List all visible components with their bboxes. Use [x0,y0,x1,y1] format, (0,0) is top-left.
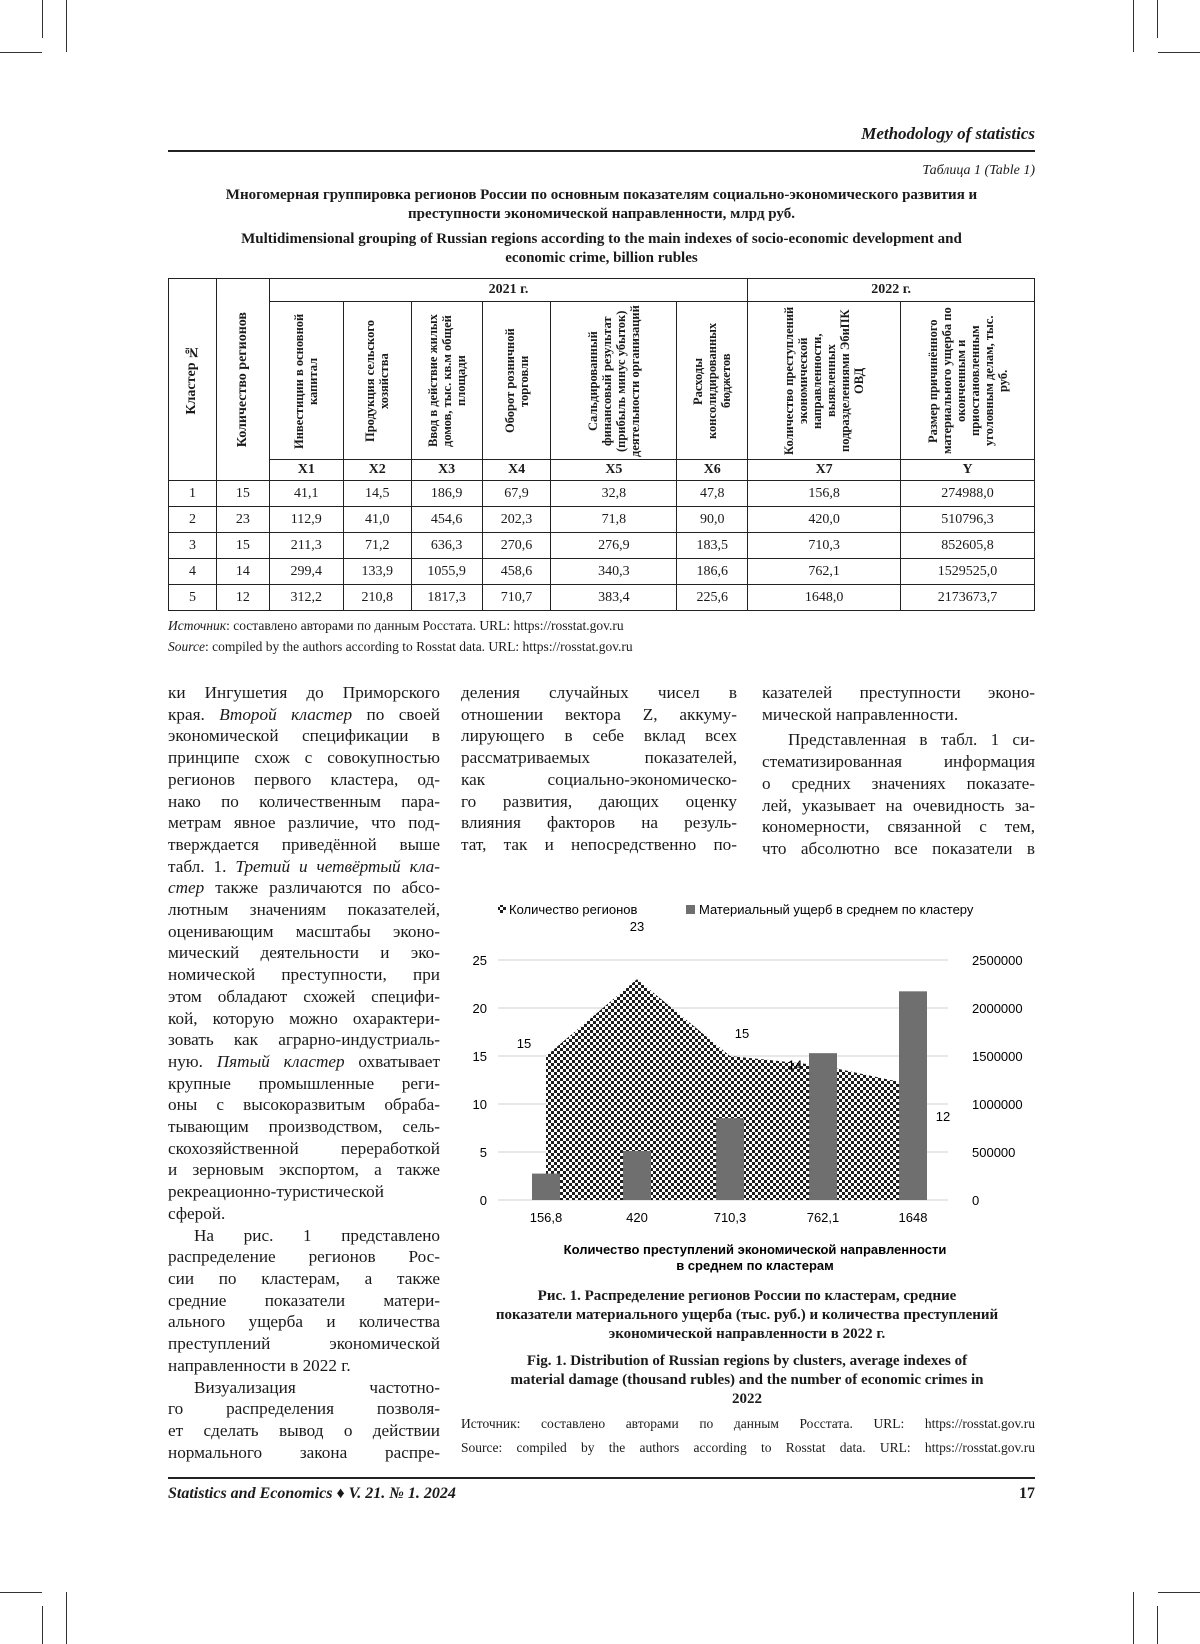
text-column-1 [168,682,440,1463]
table-cell: 14,5 [343,481,411,507]
text-line: тат, так и непосредственно по- [461,834,737,854]
x-axis-title: в среднем по кластерам [676,1258,834,1273]
text-line: Визуализация частотно- [194,1377,440,1397]
table-cell: 710,3 [748,533,901,559]
text-line: что абсолютно все показатели в [762,838,1035,858]
text-line: казателей преступности эконо- [762,683,1035,702]
header-indicator: Количество преступлений экономической направленности, выявленных подразделениями ЭбиПК ОВД [748,302,901,460]
text-line: сферой. [168,1203,226,1223]
table-cell: 2173673,7 [901,585,1035,611]
table-cell: 41,0 [343,507,411,533]
header-rule [168,150,1035,152]
crop-mark [0,1592,42,1593]
header-indicator: Расходы консолидированных бюджетов [677,302,748,460]
text-line: метрам явное различие, что под- [168,813,440,833]
table-source-ru: Источник: составлено авторами по данным Росстата. URL: https://rosstat.gov.ru [168,618,624,633]
table-row [169,533,1035,559]
text-line: кономерности, связанной с тем, [762,817,1035,837]
table-cell: 270,6 [482,533,551,559]
text-line: На рис. 1 представлено [194,1225,440,1245]
title-line: Multidimensional grouping of Russian regions according to the main indexes of socio-economic development and [241,231,962,247]
table-number: Таблица 1 (Table 1) [922,163,1035,178]
table-cell: 458,6 [482,559,551,585]
area-data-label: 15 [734,1026,750,1041]
y-tick-left: 20 [472,1001,487,1016]
table-cell: 1529525,0 [901,559,1035,585]
table-cell: 1817,3 [411,585,482,611]
text-line: го распределения позволя- [168,1399,440,1419]
table-cell: 1055,9 [411,559,482,585]
table-title-ru [168,186,1035,224]
text-line: лютным значениям показателей, [168,900,440,920]
table-cell: 420,0 [748,507,901,533]
table-cell: 312,2 [269,585,343,611]
table-cell: 12 [216,585,269,611]
legend-label-bar: Материальный ущерб в среднем по кластеру [699,902,974,917]
header-year-2022: 2022 г. [748,279,1035,302]
table-cell: 67,9 [482,481,551,507]
text-line: преступлений экономической [168,1334,440,1354]
table-cell: 636,3 [411,533,482,559]
page-number: 17 [1019,1485,1035,1502]
text-line: ет сделать вывод о действии [168,1420,440,1440]
header-code: X3 [411,460,482,481]
figure-caption-ru: Рис. 1. Распределение регионов России по кластерам, средние показатели материального ущерба (тыс. руб.) и количества преступлений экономической направленности в 2022 г. [495,1288,999,1342]
x-tick-label: 1648 [898,1210,928,1225]
text-line: ки Ингушетия до Приморского [168,683,440,702]
text-line: табл. 1. Третий и четвёртый кла- [168,856,441,876]
text-line: скохозяйственной переработкой [168,1138,440,1158]
x-axis-title: Количество преступлений экономической направленности [563,1242,947,1257]
table-cell: 15 [216,481,269,507]
header-indicator: Сальдированный финансовый результат (прибыль минус убыток) деятельности организаций [551,302,677,460]
text-line: ную. Пятый кластер охватывает [168,1051,440,1071]
text-line: крупные промышленные реги- [168,1073,440,1093]
table-source-en: Source: compiled by the authors according to Rosstat data. URL: https://rosstat.gov.ru [168,639,633,654]
text-line: отношении вектора Z, аккуму- [461,704,737,724]
y-tick-left: 25 [472,953,487,968]
table-cell: 90,0 [677,507,748,533]
x-tick-label: 420 [626,1210,648,1225]
header-code: X1 [269,460,343,481]
text-line: рекреационно-туристической [168,1182,384,1202]
text-line: мический деятельности и эко- [168,943,440,963]
text-line: лей, указывает на очевидность за- [762,795,1035,815]
table-cell: 15 [216,533,269,559]
bar-material-damage [623,1151,651,1200]
table-cell: 510796,3 [901,507,1035,533]
table-cell: 47,8 [677,481,748,507]
text-column-2 [461,682,737,856]
table-cell: 23 [216,507,269,533]
table-cell: 133,9 [343,559,411,585]
text-line: номической преступности, при [168,965,440,985]
text-line: регионов первого кластера, од- [168,769,440,789]
table-cell: 210,8 [343,585,411,611]
table-cell: 710,7 [482,585,551,611]
text-line: ального ущерба и количества [168,1312,440,1332]
y-tick-right: 2000000 [972,1001,1023,1016]
text-line: мической направленности. [762,704,959,724]
header-indicator: Продукция сельского хозяйства [343,302,411,460]
text-line: зовать как аграрно-индустриаль- [168,1030,440,1050]
table-cell: 274988,0 [901,481,1035,507]
table-cell: 762,1 [748,559,901,585]
header-indicator: Ввод в действие жилых домов, тыс. кв.м общей площади [411,302,482,460]
header-code: X4 [482,460,551,481]
table-cell: 1648,0 [748,585,901,611]
table-cell: 1 [169,481,217,507]
text-column-3 [762,682,1035,860]
running-title: Methodology of statistics [861,124,1035,143]
crop-mark [1133,0,1134,52]
figure-caption-en: Fig. 1. Distribution of Russian regions by clusters, average indexes of material damage (thousand rubles) and the number of economic crimes in 2022 [510,1353,984,1407]
table-cell: 2 [169,507,217,533]
crop-mark [1133,1592,1134,1644]
crop-mark [1157,1606,1158,1644]
text-line: нако по количественным пара- [168,791,440,811]
table-title-en [168,230,1035,268]
text-line: рассматриваемых показателей, [461,748,737,768]
x-tick-label: 762,1 [806,1210,840,1225]
table-cell: 32,8 [551,481,677,507]
text-line: Представленная в табл. 1 си- [788,730,1035,750]
crop-mark [1158,52,1200,53]
table-cell: 71,2 [343,533,411,559]
text-line: о средних значениях показате- [762,773,1035,793]
header-code: X2 [343,460,411,481]
text-line: направленности в 2022 г. [168,1355,351,1375]
area-data-label: 12 [935,1108,951,1124]
legend-label-area: Количество регионов [509,902,638,917]
header-code: X7 [748,460,901,481]
crop-mark [42,1606,43,1644]
text-line: стематизированная информация [762,752,1035,772]
text-line: тверждается приведённой выше [168,834,440,854]
table-cell: 156,8 [748,481,901,507]
table-row [169,559,1035,585]
header-region-count: Количество регионов [216,279,269,481]
table-cell: 276,9 [551,533,677,559]
crop-mark [66,1592,67,1644]
table-cell: 211,3 [269,533,343,559]
text-line: как социально-экономическо- [461,769,737,789]
table-row [169,481,1035,507]
table-cell: 3 [169,533,217,559]
text-line: тывающим производством, сель- [168,1117,440,1137]
header-indicator: Оборот розничной торговли [482,302,551,460]
table-cell: 14 [216,559,269,585]
legend-swatch-bar [686,905,695,914]
text-line: оны с высокоразвитым обраба- [168,1095,440,1115]
table-cell: 41,1 [269,481,343,507]
table-cell: 340,3 [551,559,677,585]
y-tick-right: 2500000 [972,953,1023,968]
footer-rule [168,1477,1035,1479]
footer-journal: Statistics and Economics ♦ V. 21. № 1. 2024 [168,1485,456,1502]
area-data-label: 14 [787,1057,803,1073]
title-line: преступности экономической направленности, млрд руб. [408,206,795,222]
title-line: Многомерная группировка регионов России по основным показателям социально-экономического развития и [225,187,978,203]
text-line: принципе схож с совокупностью [168,748,440,768]
text-line: экономической спецификации в [168,726,440,746]
area-data-label: 23 [629,919,645,935]
text-line: го развития, дающих оценку [461,791,737,811]
x-tick-label: 156,8 [529,1210,563,1225]
table-cell: 454,6 [411,507,482,533]
y-tick-left: 0 [479,1193,487,1208]
figure-source-en: Source: compiled by the authors according to Rosstat data. URL: https://rosstat.gov.ru [461,1440,1035,1455]
header-year-2021: 2021 г. [269,279,747,302]
crop-mark [0,52,42,53]
table-cell: 71,8 [551,507,677,533]
text-line: деления случайных чисел в [461,683,737,702]
x-tick-label: 710,3 [713,1210,747,1225]
table-cell: 183,5 [677,533,748,559]
bar-material-damage [809,1053,837,1200]
table-cell: 852605,8 [901,533,1035,559]
y-tick-left: 15 [472,1049,487,1064]
y-tick-left: 10 [472,1097,487,1112]
header-code: X5 [551,460,677,481]
crop-mark [1157,0,1158,38]
table-cell: 5 [169,585,217,611]
table-cell: 4 [169,559,217,585]
text-line: края. Второй кластер по своей [168,704,440,724]
header-indicator: Инвестиции в основной капитал [269,302,343,460]
table-cell: 225,6 [677,585,748,611]
y-tick-right: 0 [972,1193,980,1208]
text-line: влияния факторов на резуль- [461,813,737,833]
table-cell: 383,4 [551,585,677,611]
text-line: кой, которую можно охарактери- [168,1008,440,1028]
header-code: X6 [677,460,748,481]
bar-material-damage [899,991,927,1200]
bar-material-damage [716,1118,744,1200]
table-cell: 299,4 [269,559,343,585]
header-indicator: Размер причинённого материального ущерба по оконченным и приостановленным уголовным делам, тыс. руб. [901,302,1035,460]
crop-mark [66,0,67,52]
table-cell: 186,9 [411,481,482,507]
area-data-label: 15 [516,1036,532,1051]
legend-swatch-area [498,905,506,913]
y-tick-left: 5 [479,1145,487,1160]
y-tick-right: 1500000 [972,1049,1023,1064]
y-tick-right: 1000000 [972,1097,1023,1112]
text-line: и зерновым экспортом, а также [168,1160,440,1180]
crop-mark [42,0,43,38]
table-row [169,507,1035,533]
title-line: economic crime, billion rubles [505,250,698,266]
crop-mark [1158,1592,1200,1593]
table-row [169,585,1035,611]
text-line: стер также различаются по абсо- [168,878,440,898]
text-line: распределение регионов Рос- [168,1247,440,1267]
text-line: оценивающим масштабы эконо- [168,921,440,941]
header-cluster: Кластер № [169,279,217,481]
table-cell: 186,6 [677,559,748,585]
text-line: лирующего в себе вклад всех [461,726,737,746]
y-tick-right: 500000 [972,1145,1016,1160]
header-code: Y [901,460,1035,481]
text-line: средние показатели матери- [168,1290,440,1310]
text-line: сии по кластерам, а также [168,1268,440,1288]
figure-chart [440,880,1040,1280]
data-table [168,278,1035,611]
table-cell: 112,9 [269,507,343,533]
text-line: нормального закона распре- [168,1442,440,1462]
table-cell: 202,3 [482,507,551,533]
figure-source-ru: Источник: составлено авторами по данным Росстата. URL: https://rosstat.gov.ru [461,1416,1035,1431]
text-line: этом обладают схожей специфи- [168,986,440,1006]
bar-material-damage [532,1174,560,1200]
